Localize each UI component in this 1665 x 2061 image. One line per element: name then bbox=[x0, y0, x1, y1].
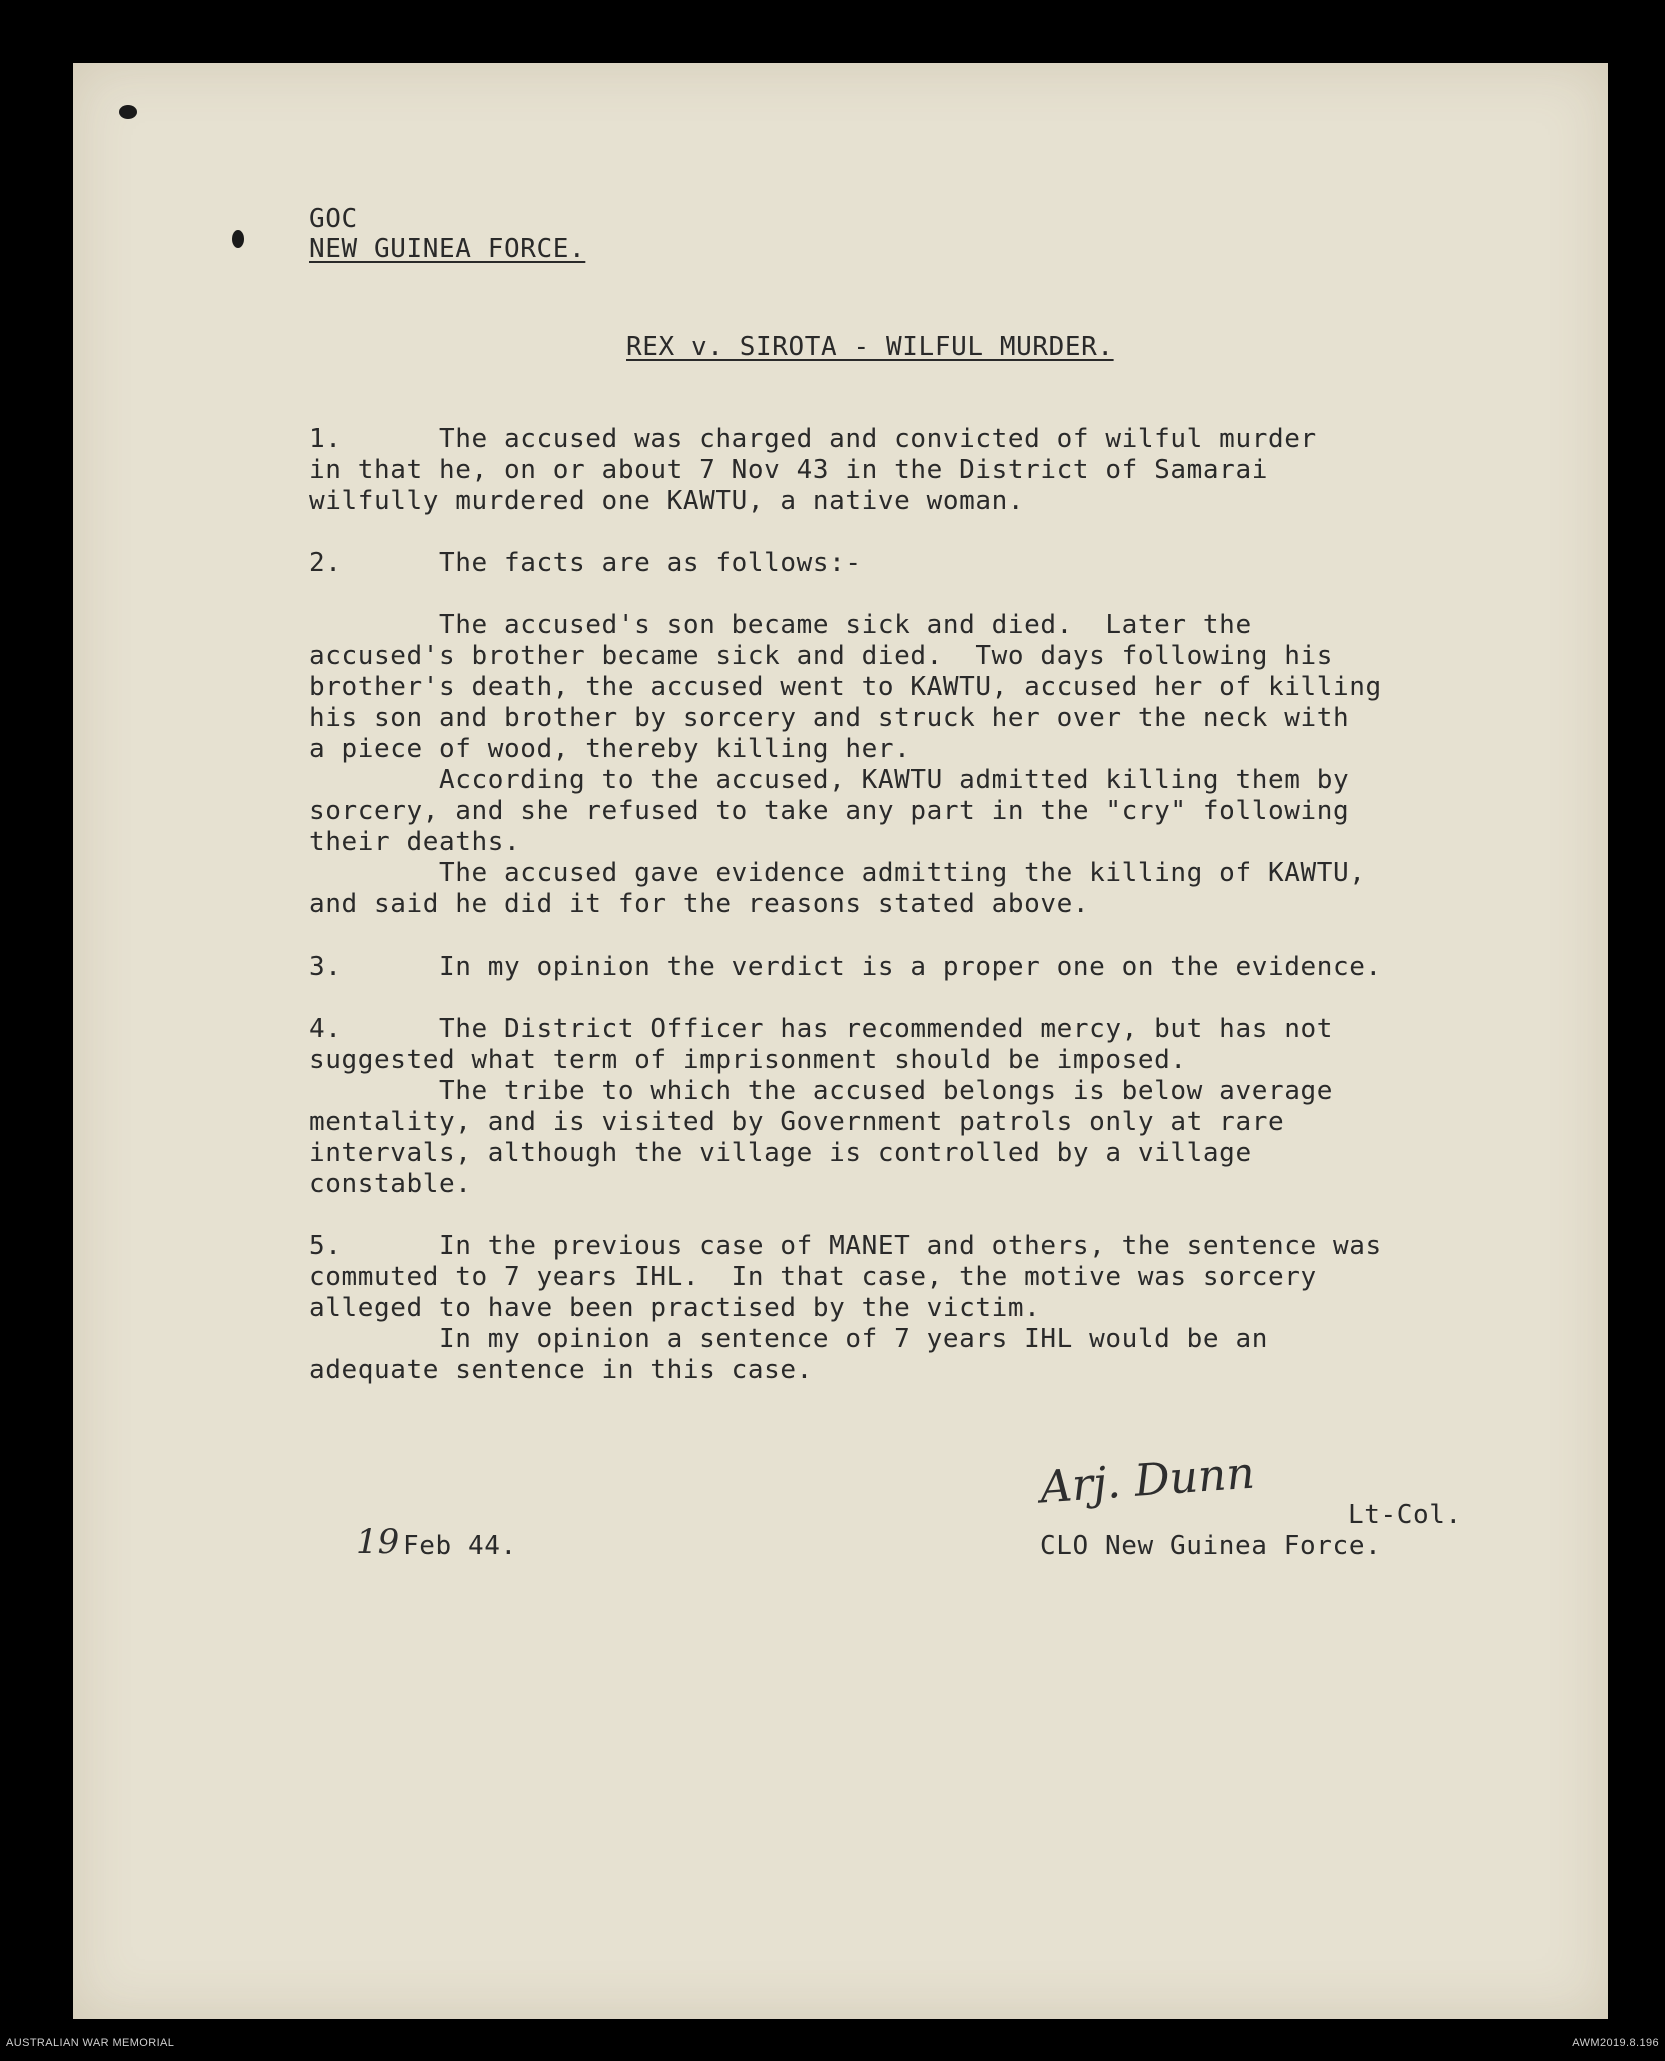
punch-hole-middle bbox=[232, 230, 244, 248]
address-line-2: NEW GUINEA FORCE. bbox=[309, 234, 586, 264]
paragraph-line: sorcery, and she refused to take any part in the "cry" following bbox=[309, 796, 1350, 826]
signature-rank: Lt-Col. bbox=[1348, 1500, 1462, 1530]
punch-hole-top bbox=[119, 105, 137, 119]
paragraph-line: their deaths. bbox=[309, 827, 521, 857]
paragraph-line: The tribe to which the accused belongs is below average bbox=[309, 1076, 1333, 1106]
paragraph-line: 1. The accused was charged and convicted of wilful murder bbox=[309, 424, 1317, 454]
paragraph-line: his son and brother by sorcery and struck her over the neck with bbox=[309, 703, 1350, 733]
paragraph-line: 2. The facts are as follows:- bbox=[309, 548, 862, 578]
paragraph-line: mentality, and is visited by Government patrols only at rare bbox=[309, 1107, 1285, 1137]
paragraph-line: brother's death, the accused went to KAWTU, accused her of killing bbox=[309, 672, 1382, 702]
paragraph-line: 5. In the previous case of MANET and others, the sentence was bbox=[309, 1231, 1382, 1261]
paragraph-line: alleged to have been practised by the victim. bbox=[309, 1293, 1041, 1323]
date-day-handwritten: 19 bbox=[356, 1522, 400, 1562]
paragraph-line: According to the accused, KAWTU admitted killing them by bbox=[309, 765, 1350, 795]
handwritten-signature: Arj. Dunn bbox=[1038, 1447, 1257, 1514]
paragraph-line: 3. In my opinion the verdict is a proper one on the evidence. bbox=[309, 952, 1382, 982]
signature-position: CLO New Guinea Force. bbox=[1040, 1531, 1382, 1561]
paragraph-line: In my opinion a sentence of 7 years IHL would be an bbox=[309, 1324, 1268, 1354]
paragraph-line: The accused gave evidence admitting the killing of KAWTU, bbox=[309, 858, 1366, 888]
address-line-1: GOC bbox=[309, 204, 358, 234]
footer-reference: AWM2019.8.196 bbox=[1572, 2037, 1659, 2049]
paragraph-line: in that he, on or about 7 Nov 43 in the District of Samarai bbox=[309, 455, 1268, 485]
paragraph-line: accused's brother became sick and died. Two days following his bbox=[309, 641, 1333, 671]
paragraph-line: constable. bbox=[309, 1169, 472, 1199]
paragraph-line: The accused's son became sick and died. Later the bbox=[309, 610, 1252, 640]
paragraph-line: 4. The District Officer has recommended mercy, but has not bbox=[309, 1014, 1333, 1044]
paragraph-line: and said he did it for the reasons stated above. bbox=[309, 889, 1090, 919]
paragraph-line: commuted to 7 years IHL. In that case, the motive was sorcery bbox=[309, 1262, 1317, 1292]
footer-credit: AUSTRALIAN WAR MEMORIAL bbox=[6, 2037, 175, 2049]
paragraph-line: adequate sentence in this case. bbox=[309, 1355, 813, 1385]
paragraph-line: wilfully murdered one KAWTU, a native woman. bbox=[309, 486, 1025, 516]
paragraph-line: a piece of wood, thereby killing her. bbox=[309, 734, 911, 764]
paragraph-line: suggested what term of imprisonment should be imposed. bbox=[309, 1045, 1187, 1075]
document-title: REX v. SIROTA - WILFUL MURDER. bbox=[626, 332, 1114, 362]
date-typed: Feb 44. bbox=[403, 1531, 517, 1561]
paragraph-line: intervals, although the village is controlled by a village bbox=[309, 1138, 1252, 1168]
